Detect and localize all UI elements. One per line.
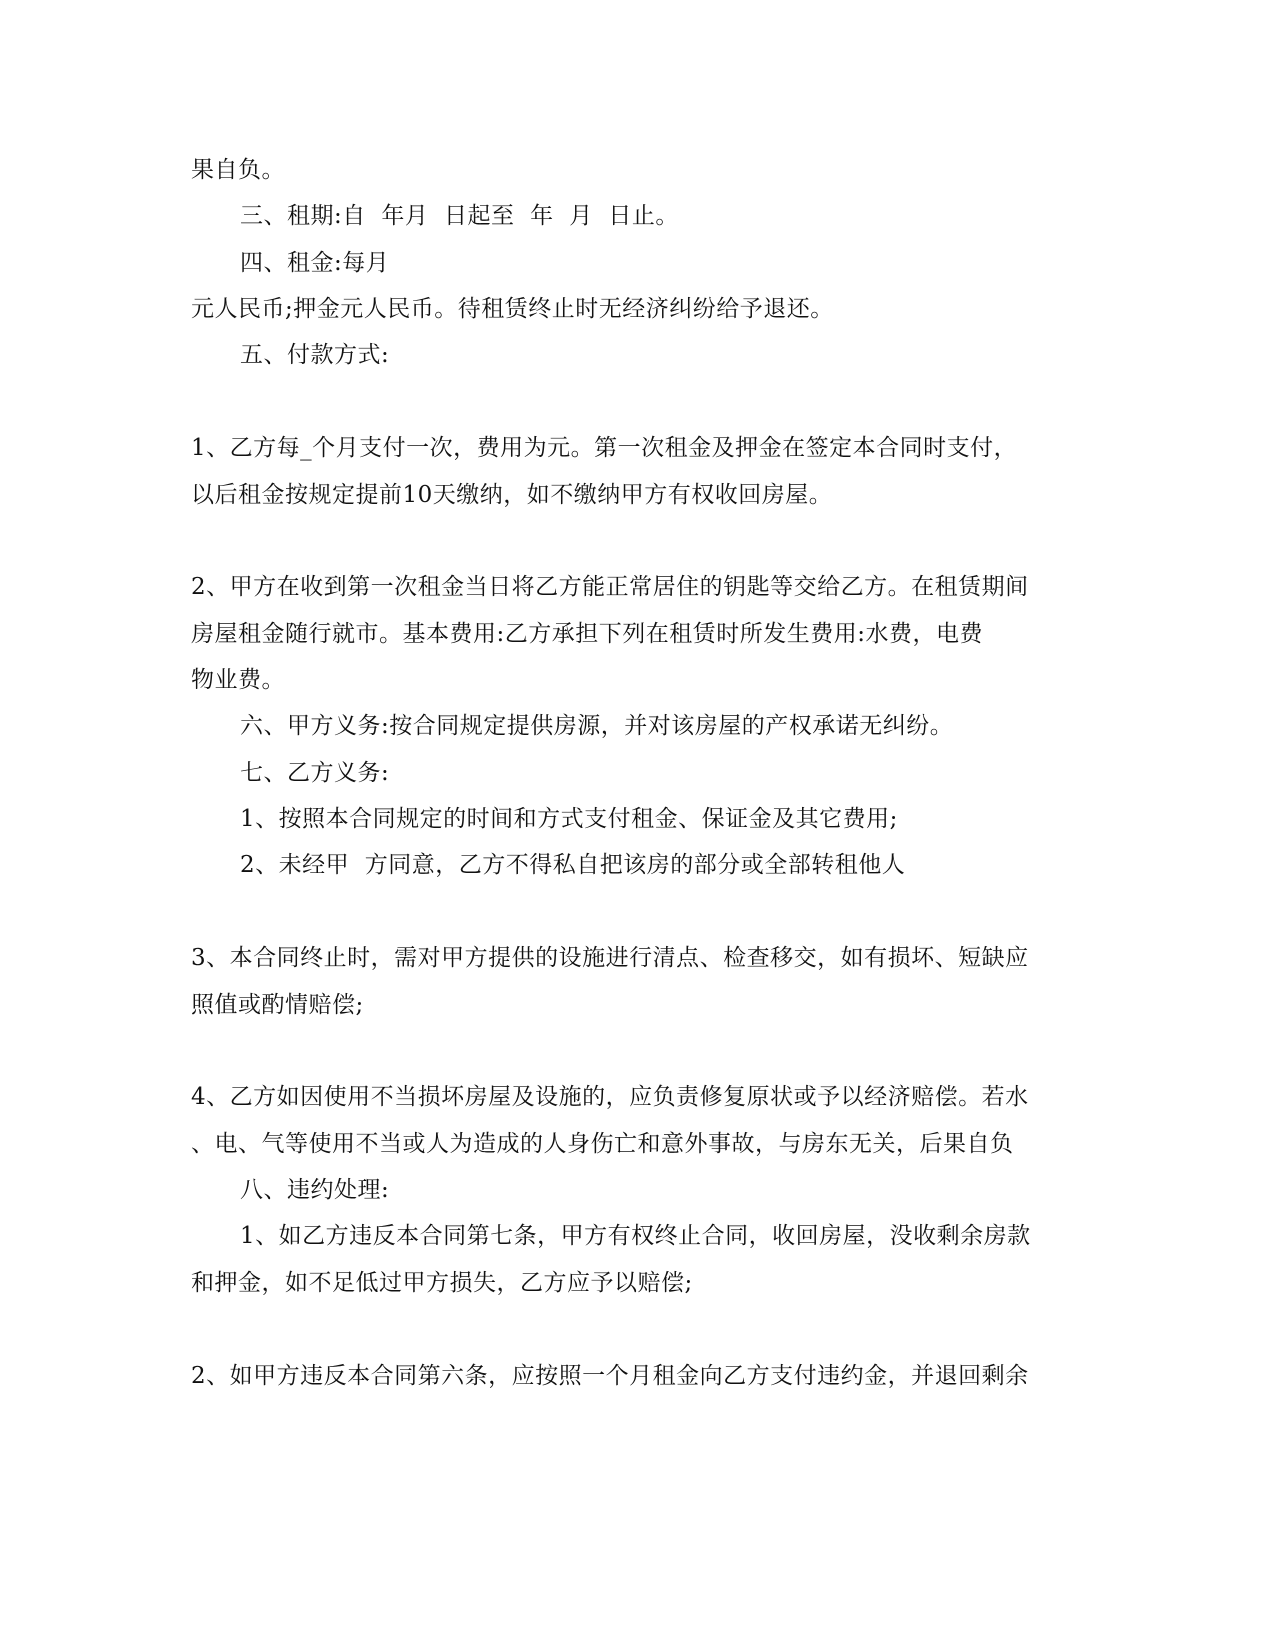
text-line: 1、按照本合同规定的时间和方式支付租金、保证金及其它费用;: [240, 806, 898, 832]
text-line: 元人民币;押金元人民币。待租赁终止时无经济纠纷给予退还。: [191, 296, 834, 322]
text-line: 1、乙方每_个月支付一次，费用为元。第一次租金及押金在签定本合同时支付，: [191, 435, 1018, 461]
text-line: 照值或酌情赔偿;: [191, 992, 364, 1018]
text-line: 3、本合同终止时，需对甲方提供的设施进行清点、检查移交，如有损坏、短缺应: [191, 945, 1029, 971]
text-line: 物业费。: [191, 667, 285, 693]
section-rent: 四、租金:每月: [240, 250, 390, 276]
section-lease-term: 三、租期:自 年月 日起至 年 月 日止。: [240, 203, 679, 229]
text-line: 1、如乙方违反本合同第七条，甲方有权终止合同，收回房屋，没收剩余房款: [240, 1223, 1031, 1249]
section-party-b-obligations: 七、乙方义务:: [240, 760, 390, 786]
text-line: 2、甲方在收到第一次租金当日将乙方能正常居住的钥匙等交给乙方。在租赁期间: [191, 574, 1029, 600]
section-party-a-obligations: 六、甲方义务:按合同规定提供房源，并对该房屋的产权承诺无纠纷。: [240, 713, 954, 739]
text-line: 4、乙方如因使用不当损坏房屋及设施的，应负责修复原状或予以经济赔偿。若水: [191, 1084, 1029, 1110]
text-line: 2、未经甲 方同意，乙方不得私自把该房的部分或全部转租他人: [240, 852, 906, 878]
text-line: 房屋租金随行就市。基本费用:乙方承担下列在租赁时所发生费用:水费，电费: [191, 621, 983, 647]
text-line: 果自负。: [191, 157, 285, 183]
text-line: 2、如甲方违反本合同第六条，应按照一个月租金向乙方支付违约金，并退回剩余: [191, 1363, 1029, 1389]
text-line: 、电、气等使用不当或人为造成的人身伤亡和意外事故，与房东无关，后果自负: [191, 1131, 1014, 1157]
text-line: 以后租金按规定提前10天缴纳，如不缴纳甲方有权收回房屋。: [191, 482, 833, 508]
section-breach-handling: 八、违约处理:: [240, 1177, 390, 1203]
section-payment-method: 五、付款方式:: [240, 342, 390, 368]
text-line: 和押金，如不足低过甲方损失，乙方应予以赔偿;: [191, 1270, 693, 1296]
